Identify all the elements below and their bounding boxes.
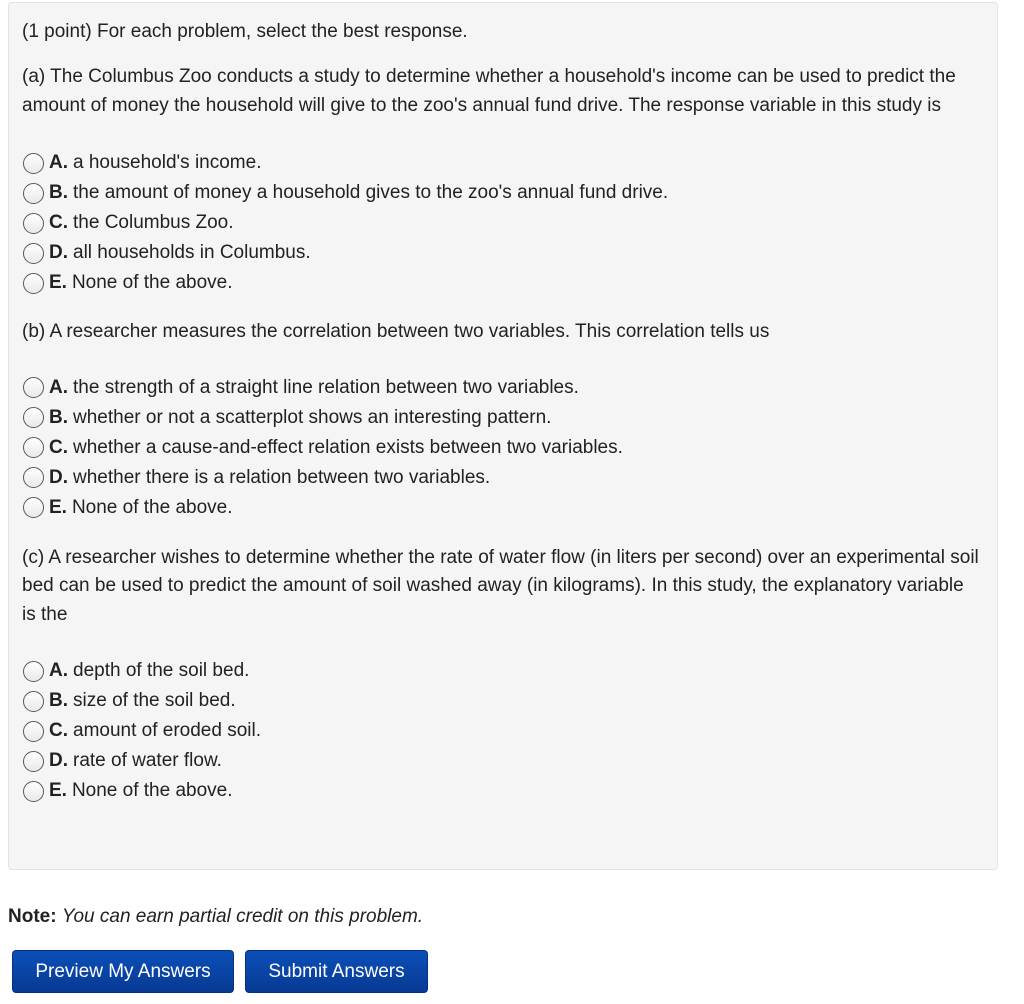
options-c	[22, 656, 997, 806]
radio-button[interactable]	[23, 407, 44, 428]
option-letter: B.	[49, 182, 68, 203]
problem-intro: (1 point) For each problem, select the best response.	[22, 21, 468, 42]
option-b-B[interactable]	[22, 403, 997, 433]
radio-button[interactable]	[23, 661, 44, 682]
preview-answers-button[interactable]: Preview My Answers	[12, 950, 234, 993]
option-c-A[interactable]	[22, 656, 997, 686]
note-text: You can earn partial credit on this problem.	[61, 906, 424, 927]
radio-button[interactable]	[23, 691, 44, 712]
radio-button[interactable]	[23, 721, 44, 742]
options-a	[22, 148, 997, 298]
option-text: whether or not a scatterplot shows an interesting pattern.	[73, 406, 552, 428]
option-letter: D.	[49, 466, 68, 488]
radio-button[interactable]	[23, 183, 44, 204]
option-letter: E.	[49, 272, 67, 293]
option-text: all households in Columbus.	[73, 242, 311, 263]
option-text: rate of water flow.	[73, 750, 222, 771]
question-b: (b) A researcher measures the correlation between two variables. This correlation tells us	[22, 321, 770, 342]
option-b-D[interactable]	[22, 463, 997, 493]
option-letter: D.	[49, 750, 68, 771]
option-text: the strength of a straight line relation between two variables.	[73, 376, 579, 398]
radio-button[interactable]	[23, 437, 44, 458]
option-a-A[interactable]	[22, 148, 997, 178]
note-label: Note:	[8, 906, 57, 927]
option-text: whether a cause-and-effect relation exists between two variables.	[73, 436, 623, 458]
option-letter: D.	[49, 242, 68, 263]
option-a-E[interactable]	[22, 268, 997, 298]
option-letter: C.	[49, 436, 68, 458]
option-letter: B.	[49, 406, 68, 428]
option-c-C[interactable]	[22, 716, 997, 746]
option-letter: A.	[49, 376, 68, 398]
option-a-B[interactable]	[22, 178, 997, 208]
option-b-A[interactable]	[22, 373, 997, 403]
option-letter: B.	[49, 690, 68, 711]
radio-button[interactable]	[23, 377, 44, 398]
radio-button[interactable]	[23, 781, 44, 802]
question-a: (a) The Columbus Zoo conducts a study to determine whether a household's income can be used to predict the amount of money the household will give to the zoo's annual fund drive. The response variable in this study is	[22, 66, 956, 116]
option-text: the amount of money a household gives to the zoo's annual fund drive.	[73, 182, 669, 203]
option-letter: E.	[49, 496, 67, 518]
option-text: whether there is a relation between two variables.	[73, 466, 491, 488]
option-b-E[interactable]	[22, 493, 997, 523]
option-a-C[interactable]	[22, 208, 997, 238]
option-text: None of the above.	[71, 780, 233, 801]
problem-container	[8, 2, 998, 870]
option-c-E[interactable]	[22, 776, 997, 806]
radio-button[interactable]	[23, 467, 44, 488]
radio-button[interactable]	[23, 213, 44, 234]
option-text: None of the above.	[71, 496, 233, 518]
option-text: the Columbus Zoo.	[73, 212, 234, 233]
option-a-D[interactable]	[22, 238, 997, 268]
option-text: amount of eroded soil.	[73, 720, 262, 741]
radio-button[interactable]	[23, 497, 44, 518]
option-c-D[interactable]	[22, 746, 997, 776]
option-letter: E.	[49, 780, 67, 801]
radio-button[interactable]	[23, 153, 44, 174]
option-c-B[interactable]	[22, 686, 997, 716]
radio-button[interactable]	[23, 243, 44, 264]
option-text: depth of the soil bed.	[73, 660, 250, 681]
option-text: a household's income.	[73, 152, 262, 173]
option-letter: A.	[49, 152, 68, 173]
option-text: None of the above.	[71, 272, 233, 293]
option-letter: A.	[49, 660, 68, 681]
radio-button[interactable]	[23, 751, 44, 772]
option-text: size of the soil bed.	[73, 690, 236, 711]
options-b	[22, 373, 997, 523]
submit-answers-button[interactable]: Submit Answers	[245, 950, 428, 993]
option-letter: C.	[49, 720, 68, 741]
option-letter: C.	[49, 212, 68, 233]
partial-credit-note	[8, 903, 423, 931]
question-c: (c) A researcher wishes to determine whether the rate of water flow (in liters per second) over an experimental soil bed can be used to predict the amount of soil washed away (in kilograms). In this study, the explanatory variable is the	[22, 546, 979, 625]
option-b-C[interactable]	[22, 433, 997, 463]
radio-button[interactable]	[23, 273, 44, 294]
